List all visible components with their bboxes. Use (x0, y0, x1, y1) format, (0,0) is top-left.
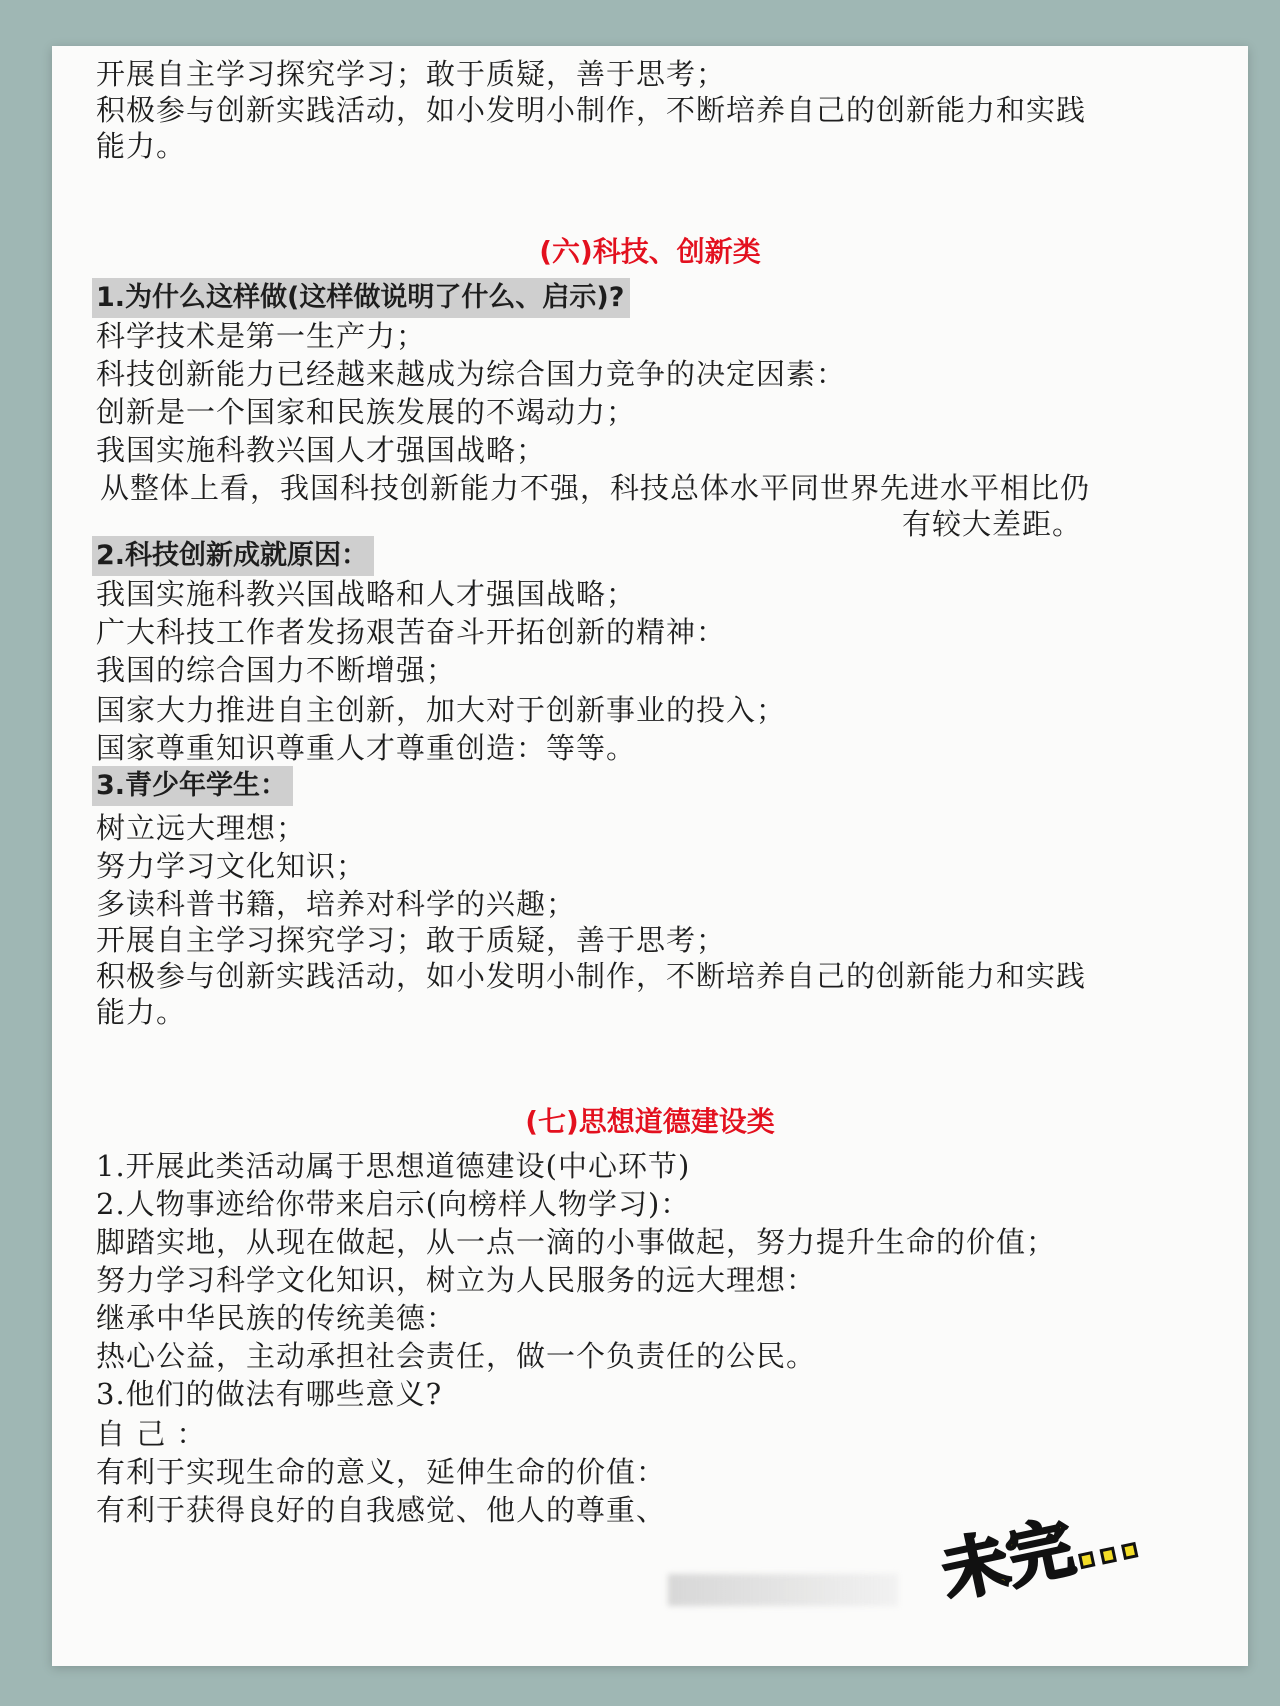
question-heading: 2.科技创新成就原因： (92, 536, 374, 576)
text-line: 多读科普书籍，培养对科学的兴趣； (96, 887, 577, 921)
text-line: 广大科技工作者发扬艰苦奋斗开拓创新的精神： (96, 615, 727, 649)
text-line: 能力。 (96, 995, 187, 1029)
text-line: 努力学习科学文化知识，树立为人民服务的远大理想： (96, 1263, 817, 1297)
text-line: 国家大力推进自主创新，加大对于创新事业的投入； (96, 693, 787, 727)
text-line: 创新是一个国家和民族发展的不竭动力； (96, 395, 637, 429)
text-line: 继承中华民族的传统美德： (96, 1301, 457, 1335)
text-line: 热心公益，主动承担社会责任，做一个负责任的公民。 (96, 1339, 817, 1373)
text-line: 从整体上看，我国科技创新能力不强，科技总体水平同世界先进水平相比仍 (100, 471, 1091, 505)
question-heading: 1.为什么这样做(这样做说明了什么、启示)? (92, 278, 630, 318)
text-line: 能力。 (96, 129, 187, 163)
text-line: 开展自主学习探究学习；敢于质疑，善于思考； (96, 57, 727, 91)
text-line: 科学技术是第一生产力； (96, 319, 427, 353)
text-line: 自 己 ： (96, 1417, 207, 1451)
text-line: 我国的综合国力不断增强； (96, 653, 457, 687)
text-line: 积极参与创新实践活动，如小发明小制作，不断培养自己的创新能力和实践 (96, 93, 1087, 127)
text-line: 有较大差距。 (902, 507, 1083, 541)
text-line: 3.他们的做法有哪些意义? (96, 1377, 443, 1411)
text-line: 2.人物事迹给你带来启示(向榜样人物学习)： (96, 1187, 691, 1221)
text-line: 国家尊重知识尊重人才尊重创造：等等。 (96, 731, 637, 765)
text-line: 1.开展此类活动属于思想道德建设(中心环节) (96, 1149, 691, 1183)
text-line: 科技创新能力已经越来越成为综合国力竞争的决定因素： (96, 357, 847, 391)
text-line: 积极参与创新实践活动，如小发明小制作，不断培养自己的创新能力和实践 (96, 959, 1087, 993)
text-line: 努力学习文化知识； (96, 849, 367, 883)
blurred-text-area (668, 1574, 898, 1606)
question-heading: 3.青少年学生： (92, 766, 293, 806)
section-title: (七)思想道德建设类 (525, 1105, 775, 1138)
text-line: 有利于获得良好的自我感觉、他人的尊重、 (96, 1493, 667, 1527)
text-line: 树立远大理想； (96, 811, 307, 845)
text-line: 脚踏实地，从现在做起，从一点一滴的小事做起，努力提升生命的价值； (96, 1225, 1057, 1259)
unfinished-stamp: 未完… (935, 1495, 1146, 1612)
text-line: 我国实施科教兴国战略和人才强国战略； (96, 577, 637, 611)
text-line: 我国实施科教兴国人才强国战略； (96, 433, 547, 467)
text-line: 有利于实现生命的意义，延伸生命的价值： (96, 1455, 667, 1489)
document-page (52, 46, 1248, 1666)
text-line: 开展自主学习探究学习；敢于质疑，善于思考； (96, 923, 727, 957)
section-title: (六)科技、创新类 (539, 235, 761, 268)
